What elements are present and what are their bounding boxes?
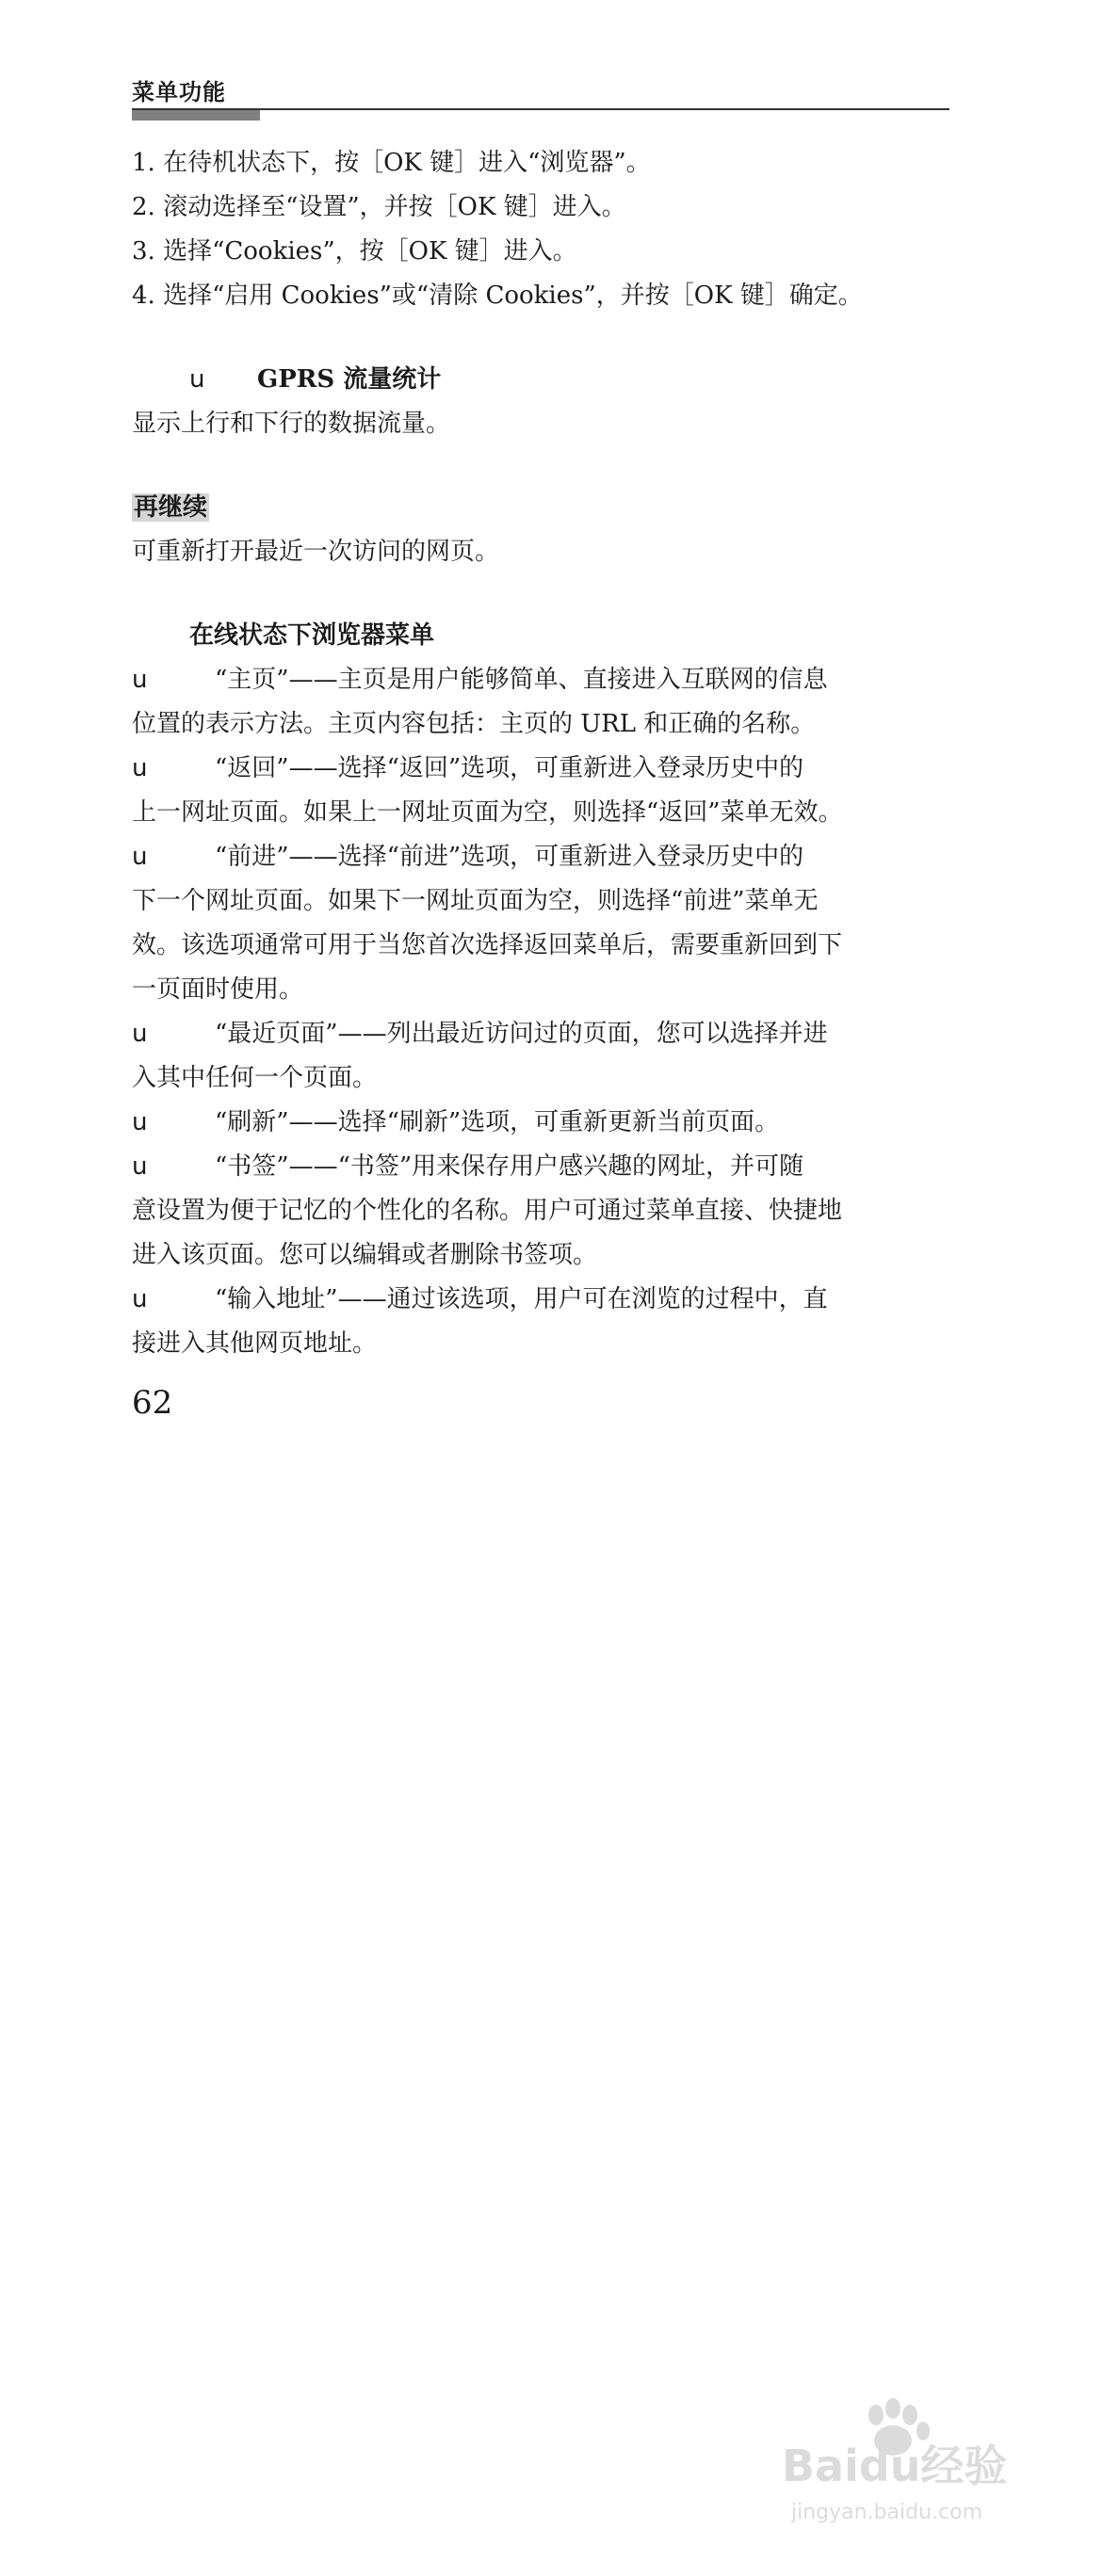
online-menu-title: 在线状态下浏览器菜单 xyxy=(189,621,435,650)
online-menu-list xyxy=(132,658,961,1366)
watermark-url: jingyan.baidu.com xyxy=(791,2501,983,2524)
menu-item-4 xyxy=(132,1012,961,1056)
bullet-marker: u xyxy=(132,843,148,871)
menu-item-continuation: 入其中任何一个页面。 xyxy=(132,1064,378,1092)
step-4: 4. 选择“启用 Cookies”或“清除 Cookies”，并按［OK 键］确定。 xyxy=(132,282,863,310)
menu-item-6 xyxy=(132,1145,961,1189)
menu-item-continuation: 上一网址页面。如果上一网址页面为空，则选择“返回”菜单无效。 xyxy=(132,798,843,827)
resume-description: 可重新打开最近一次访问的网页。 xyxy=(132,538,500,566)
menu-item-text: “书签”——“书签”用来保存用户感兴趣的网址，并可随 xyxy=(215,1152,804,1181)
baidu-watermark-logo xyxy=(772,2391,1055,2533)
menu-item-5 xyxy=(132,1101,961,1145)
bullet-marker: u xyxy=(132,754,148,782)
menu-item-text: “刷新”——选择“刷新”选项，可重新更新当前页面。 xyxy=(215,1108,780,1136)
menu-item-continuation: 进入该页面。您可以编辑或者删除书签项。 xyxy=(132,1241,598,1269)
step-2: 2. 滚动选择至“设置”，并按［OK 键］进入。 xyxy=(132,193,626,221)
gprs-title: GPRS 流量统计 xyxy=(257,365,442,394)
header-accent-bar xyxy=(132,110,260,121)
menu-item-1 xyxy=(132,658,961,702)
bullet-marker: u xyxy=(189,365,205,394)
bullet-marker: u xyxy=(132,1108,148,1136)
menu-item-continuation: 意设置为便于记忆的个性化的名称。用户可通过菜单直接、快捷地 xyxy=(132,1197,843,1225)
menu-item-continuation: 位置的表示方法。主页内容包括：主页的 URL 和正确的名称。 xyxy=(132,710,816,738)
gprs-description: 显示上行和下行的数据流量。 xyxy=(132,410,451,438)
spacer xyxy=(132,318,961,358)
menu-item-text: “输入地址”——通过该选项，用户可在浏览的过程中，直 xyxy=(215,1285,828,1313)
step-1: 1. 在待机状态下，按［OK 键］进入“浏览器”。 xyxy=(132,149,651,177)
menu-item-continuation: 接进入其他网页地址。 xyxy=(132,1329,378,1358)
bullet-marker: u xyxy=(132,1285,148,1313)
watermark-brand: Baidu经验 xyxy=(782,2440,1008,2491)
menu-item-text: “前进”——选择“前进”选项，可重新进入登录历史中的 xyxy=(215,843,804,871)
resume-title: 再继续 xyxy=(134,493,208,522)
bullet-marker: u xyxy=(132,666,148,694)
menu-item-7 xyxy=(132,1278,961,1322)
menu-item-text: “返回”——选择“返回”选项，可重新进入登录历史中的 xyxy=(215,754,804,782)
resume-heading xyxy=(132,486,961,530)
menu-item-text: “最近页面”——列出最近访问过的页面，您可以选择并进 xyxy=(215,1020,828,1048)
bullet-marker: u xyxy=(132,1152,148,1181)
menu-item-continuation: 效。该选项通常可用于当您首次选择返回菜单后，需要重新回到下 xyxy=(132,931,843,959)
menu-item-continuation: 下一个网址页面。如果下一网址页面为空，则选择“前进”菜单无 xyxy=(132,887,819,915)
step-3: 3. 选择“Cookies”，按［OK 键］进入。 xyxy=(132,237,577,266)
menu-item-3 xyxy=(132,835,961,879)
spacer xyxy=(132,574,961,614)
bullet-marker: u xyxy=(132,1020,148,1048)
menu-item-text: “主页”——主页是用户能够简单、直接进入互联网的信息 xyxy=(215,666,828,694)
header-title: 菜单功能 xyxy=(132,79,226,105)
spacer xyxy=(132,446,961,486)
gprs-heading xyxy=(132,358,961,402)
main-content xyxy=(132,141,961,1366)
menu-item-continuation: 一页面时使用。 xyxy=(132,975,304,1004)
menu-item-2 xyxy=(132,747,961,791)
page-number: 62 xyxy=(132,1384,173,1422)
